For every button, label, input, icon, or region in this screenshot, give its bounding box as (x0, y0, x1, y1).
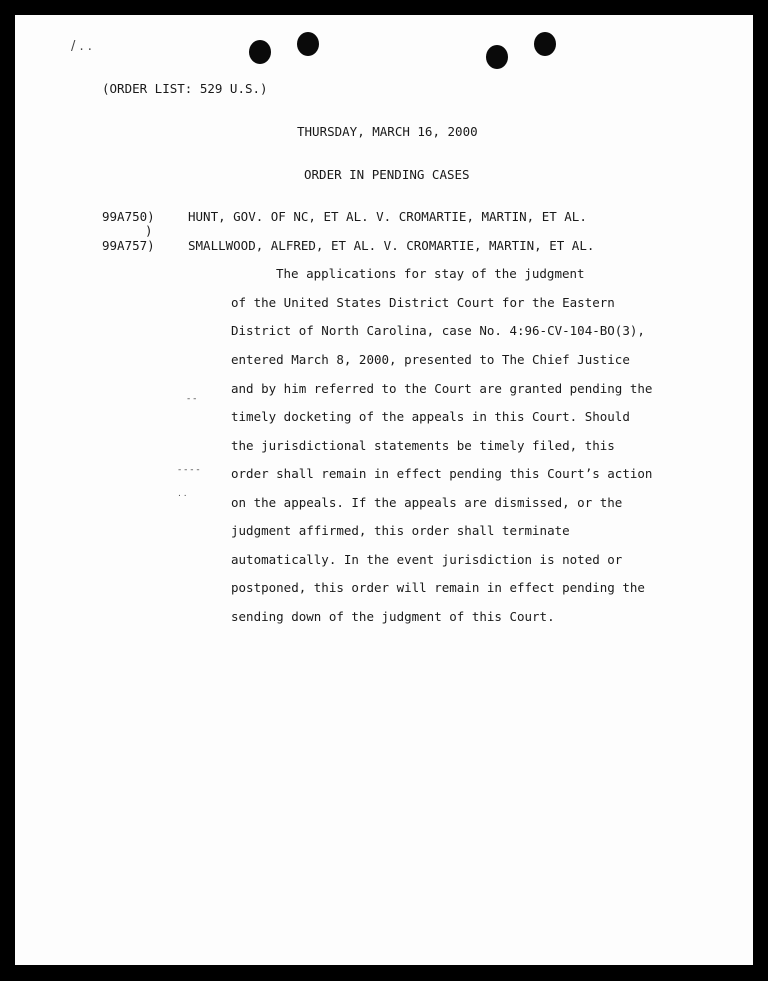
case-caption: SMALLWOOD, ALFRED, ET AL. V. CROMARTIE, MARTIN, ET AL. (188, 238, 595, 253)
order-text-line: District of North Carolina, case No. 4:96-CV-104-BO(3), (231, 323, 645, 338)
punch-hole-3 (486, 45, 508, 69)
order-text-line: entered March 8, 2000, presented to The Chief Justice (231, 352, 630, 367)
order-text-line: on the appeals. If the appeals are dismissed, or the (231, 495, 623, 510)
corner-scan-mark: / . . (71, 39, 92, 54)
order-text-line: and by him referred to the Court are granted pending the (231, 381, 653, 396)
order-text-line: automatically. In the event jurisdiction is noted or (231, 552, 623, 567)
docket-bracket: ) (145, 223, 153, 238)
document-page (15, 15, 753, 965)
order-text-line: order shall remain in effect pending this Court’s action (231, 466, 653, 481)
docket-number: 99A750) (102, 209, 155, 224)
order-text-line: the jurisdictional statements be timely filed, this (231, 438, 615, 453)
punch-hole-1 (249, 40, 271, 64)
order-text-line: timely docketing of the appeals in this Court. Should (231, 409, 630, 424)
punch-hole-4 (534, 32, 556, 56)
section-title: ORDER IN PENDING CASES (304, 167, 470, 182)
order-text-line: sending down of the judgment of this Court. (231, 609, 555, 624)
punch-hole-2 (297, 32, 319, 56)
order-text-line: judgment affirmed, this order shall terminate (231, 523, 570, 538)
order-list-heading: (ORDER LIST: 529 U.S.) (102, 81, 268, 96)
order-text-line: postponed, this order will remain in effect pending the (231, 580, 645, 595)
order-text-line: The applications for stay of the judgment (276, 266, 585, 281)
margin-speck: . . (178, 489, 187, 499)
margin-speck: - - - - (178, 465, 200, 475)
docket-number: 99A757) (102, 238, 155, 253)
case-caption: HUNT, GOV. OF NC, ET AL. V. CROMARTIE, MARTIN, ET AL. (188, 209, 587, 224)
order-date: THURSDAY, MARCH 16, 2000 (297, 124, 478, 139)
margin-speck: - - (187, 394, 197, 404)
order-text-line: of the United States District Court for the Eastern (231, 295, 615, 310)
